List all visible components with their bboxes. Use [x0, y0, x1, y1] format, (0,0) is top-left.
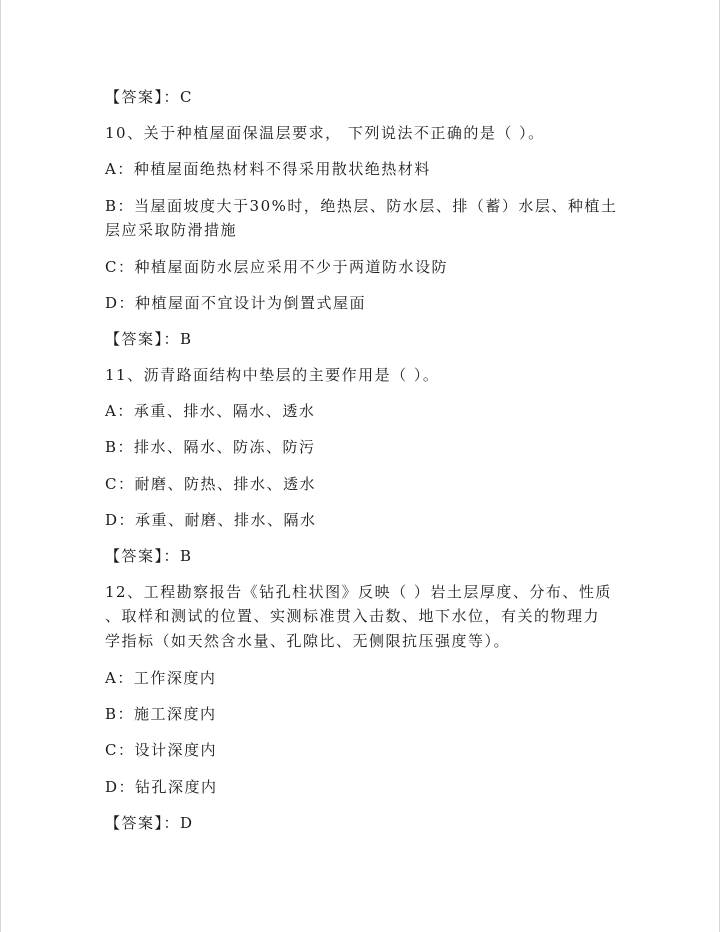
q10-option-b-line2: 层应采取防滑措施 [105, 221, 238, 239]
q12-option-a: A：工作深度内 [105, 669, 217, 687]
q11-stem: 11、沥青路面结构中垫层的主要作用是（ ）。 [105, 366, 440, 384]
q12-option-c: C：设计深度内 [105, 741, 217, 759]
q12-option-d: D：钻孔深度内 [105, 778, 218, 796]
q10-option-a: A：种植屋面绝热材料不得采用散状绝热材料 [105, 160, 431, 178]
answer-q10: 【答案】：B [105, 330, 193, 348]
q11-option-b: B：排水、隔水、防冻、防污 [105, 438, 316, 456]
q12-stem-line3: 学指标（如天然含水量、孔隙比、无侧限抗压强度等）。 [105, 632, 511, 650]
answer-q11: 【答案】：B [105, 547, 193, 565]
q12-stem-line2: 、取样和测试的位置、实测标准贯入击数、地下水位，有关的物理力 [105, 607, 601, 625]
q12-option-b: B：施工深度内 [105, 705, 217, 723]
q10-option-d: D：种植屋面不宜设计为倒置式屋面 [105, 294, 367, 312]
answer-q9: 【答案】：C [105, 88, 193, 106]
answer-q12: 【答案】：D [105, 814, 194, 832]
q10-option-b-line1: B：当屋面坡度大于30%时，绝热层、防水层、排（蓄）水层、种植土 [105, 197, 618, 215]
q11-option-d: D：承重、耐磨、排水、隔水 [105, 511, 317, 529]
q10-option-c: C：种植屋面防水层应采用不少于两道防水设防 [105, 258, 448, 276]
page-edge-left [0, 0, 1, 932]
q12-stem-line1: 12、工程勘察报告《钻孔柱状图》反映（ ）岩土层厚度、分布、性质 [105, 583, 612, 601]
q11-option-c: C：耐磨、防热、排水、透水 [105, 475, 316, 493]
q10-stem: 10、关于种植屋面保温层要求， 下列说法不正确的是（ ）。 [105, 124, 545, 142]
q11-option-a: A：承重、排水、隔水、透水 [105, 402, 316, 420]
